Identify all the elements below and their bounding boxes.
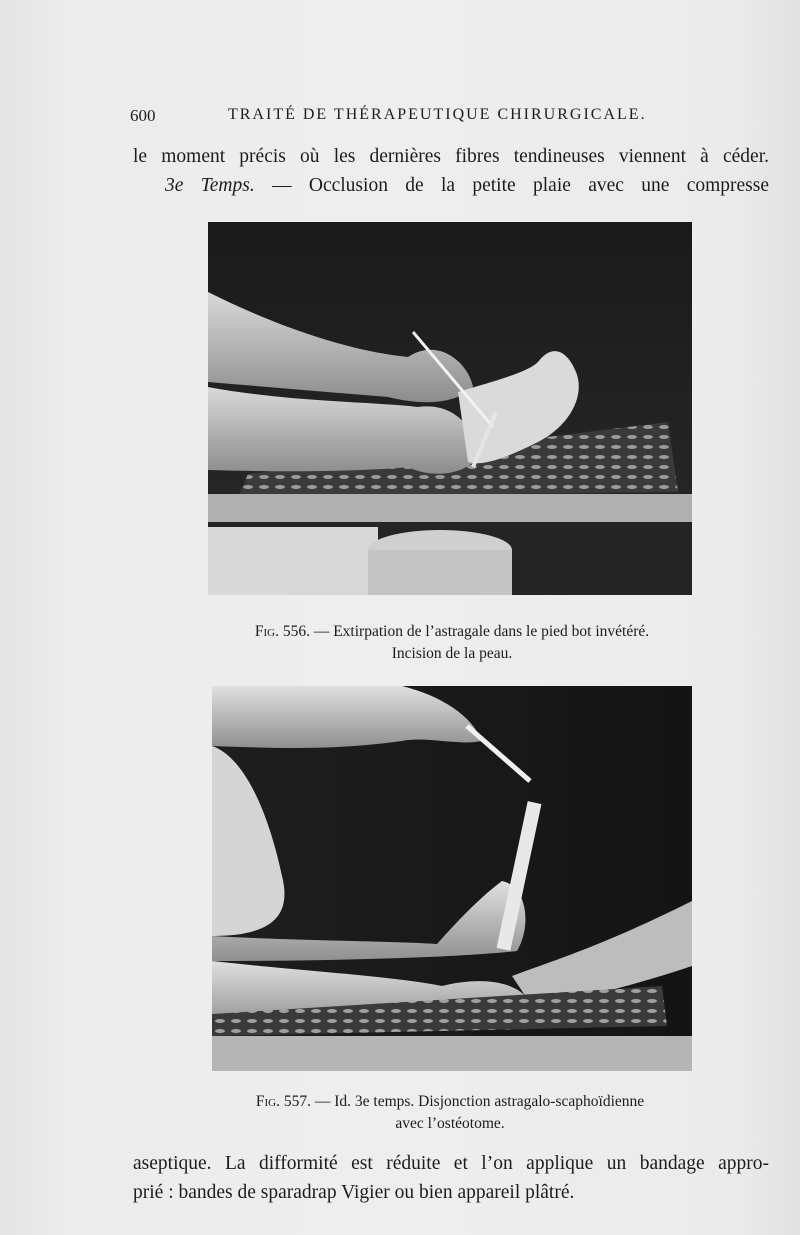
text-line: le moment précis où les dernières fibres tendineuses viennent à céder. <box>133 146 769 167</box>
figure-label: Fig. 557. <box>255 1093 311 1110</box>
surgery-photo-osteotome <box>212 686 692 1071</box>
text-line <box>133 171 769 200</box>
paragraph-top <box>133 142 769 200</box>
cloth <box>208 527 378 595</box>
caption-text: Incision de la peau. <box>391 645 513 662</box>
figure-label: Fig. 556. <box>254 623 310 640</box>
running-title: TRAITÉ DE THÉRAPEUTIQUE CHIRURGICALE. <box>228 106 647 123</box>
text-line: prié : bandes de sparadrap Vigier ou bien appareil plâtré. <box>133 1182 575 1203</box>
caption-text: — Id. 3e temps. Disjonction astragalo-scaphoïdienne <box>314 1093 645 1110</box>
text-line: aseptique. La difformité est réduite et l’on applique un bandage appro- <box>133 1153 769 1174</box>
page-header <box>130 106 750 130</box>
surgery-photo-incision <box>208 222 692 595</box>
caption-text: avec l’ostéotome. <box>395 1115 505 1132</box>
step-text: — Occlusion de la petite plaie avec une compresse <box>272 175 770 196</box>
figure-556-caption <box>210 621 694 665</box>
caption-text: — Extirpation de l’astragale dans le pied bot invétéré. <box>313 623 650 640</box>
figure-557-caption <box>200 1091 700 1135</box>
step-label: 3e Temps. <box>165 175 255 196</box>
table-edge <box>208 494 692 522</box>
page-number: 600 <box>130 106 156 125</box>
table-edge <box>212 1036 692 1071</box>
figure-557-photo <box>212 686 692 1071</box>
paragraph-bottom <box>133 1149 769 1207</box>
figure-556-photo <box>208 222 692 595</box>
